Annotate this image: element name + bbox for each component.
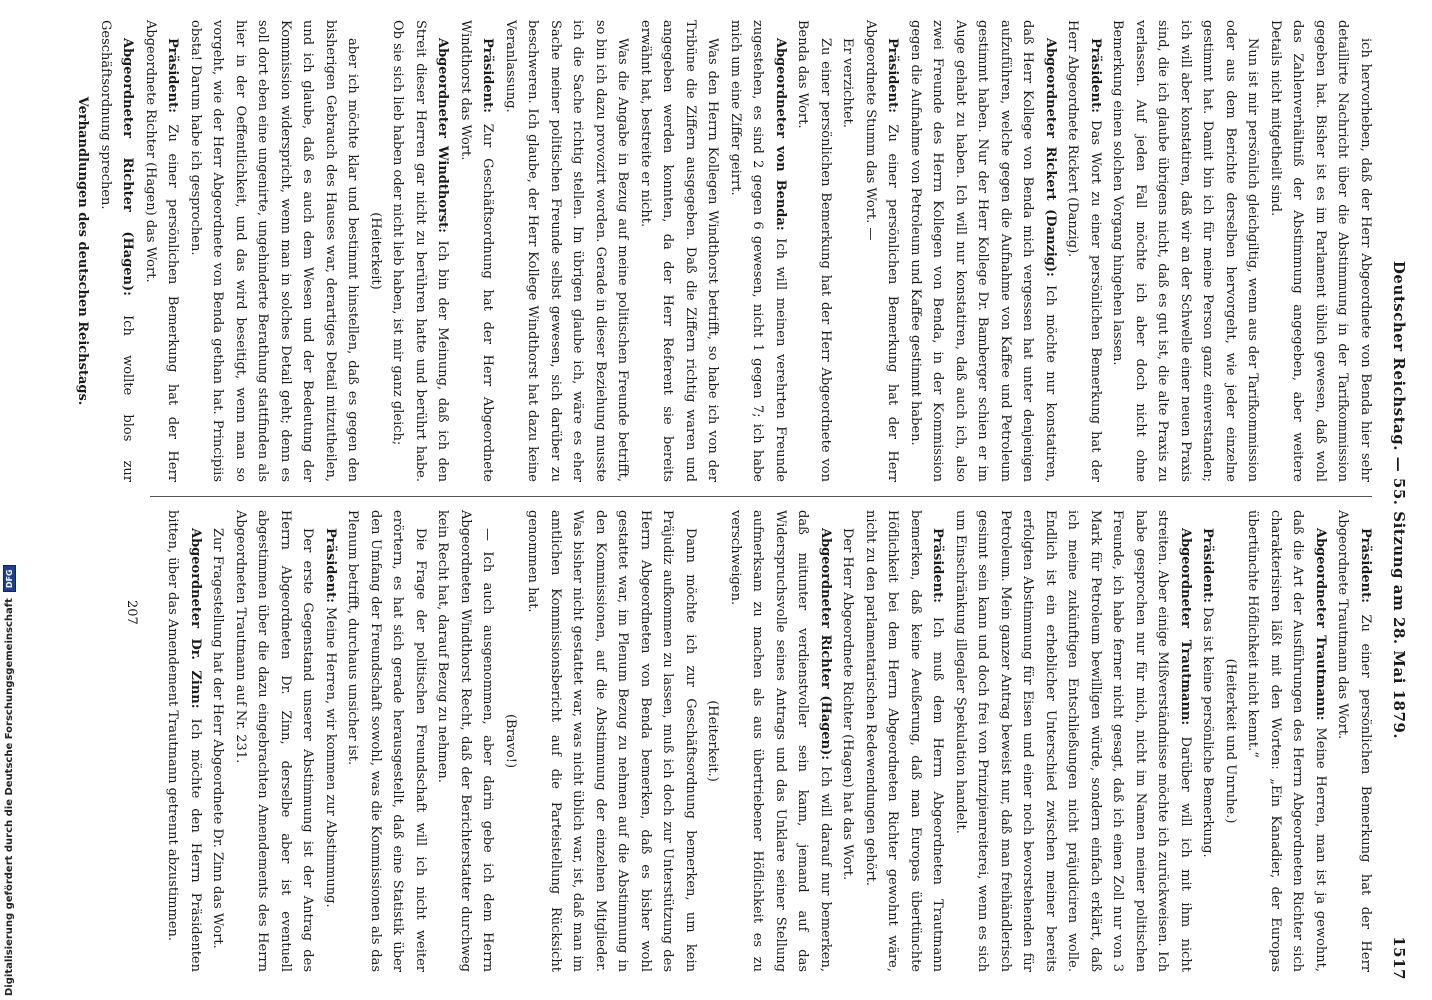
text-paragraph: Was den Herrn Kollegen Windthorst betrifft, so habe ich von der Tribüne die Ziffern ausgegeben. Daß die Ziffern richtig waren und angegeben werden konnten, da der Herr Referent sie bereits erwähnt hat, bestreite er nicht.	[638, 20, 721, 482]
text-paragraph: Was die Angabe in Bezug auf meine politischen Freunde betrifft, so bin ich dazu provozirt worden. Gerade in dieser Beziehung musste ich die Sache richtig stellen. Im übrigen glaube ich, wäre es eher Sache meiner politischen Freunde selbst gewesen, sich darüber zu beschweren. Ich glaube, der Herr Kollege Windthorst hat dazu keine Veranlassung.	[503, 20, 631, 482]
speech-paragraph	[161, 510, 206, 972]
speech-paragraph	[319, 510, 342, 972]
page-number: 1517	[1390, 936, 1408, 980]
speaker-name: Abgeordneter Richter (Hagen):	[818, 528, 833, 761]
speaker-name: Präsident:	[885, 38, 901, 113]
dfg-logo: DFG	[3, 565, 16, 592]
speech-text: Meine Herren, wir kommen zur Abstimmung.	[323, 602, 338, 908]
speaker-name: Präsident:	[930, 528, 946, 603]
speaker-name: Präsident:	[165, 38, 181, 113]
digitization-credit	[2, 569, 16, 996]
text-paragraph: — Ich auch ausgenommen, aber darin gebe ich dem Herrn Abgeordneten Windthorst Recht, daß der Berichterstatter durchweg kein Recht hat, darauf Bezug zu nehmen.	[435, 510, 496, 972]
speech-paragraph	[1196, 510, 1219, 972]
speech-paragraph	[1241, 510, 1331, 972]
speech-paragraph	[724, 510, 837, 972]
speaker-name: Abgeordneter Rickert (Danzig):	[1043, 38, 1058, 277]
speech-text: Das Wort zu einer persönlichen Bemerkung hat der Herr Abgeordnete Rickert (Danzig).	[1065, 20, 1103, 482]
footer-page-number: 207	[124, 600, 139, 625]
speaker-name: Präsident:	[1200, 528, 1216, 603]
speech-paragraph	[139, 20, 184, 482]
stage-direction: (Heiterkeit und Unruhe.)	[1223, 658, 1238, 824]
speech-paragraph	[454, 20, 499, 482]
speaker-name: Abgeordneter Trautmann:	[1178, 528, 1193, 726]
speech-paragraph	[904, 20, 1062, 482]
text-paragraph: Zu einer persönlichen Bemerkung hat der Herr Abgeordnete von Benda das Wort.	[795, 20, 833, 482]
speech-text: Darüber will ich mit ihm nicht streiten. Aber einige Mißverständnisse möchte ich zurückweisen. Ich habe gesprochen nur für mich, nicht im Namen meiner politischen Freunde, ich habe ferner nicht gesagt, daß ich einen Zoll nur von 3 Mark für Petroleum bewilligen würde, sondern einfach erklärt, daß ich meine zukünftigen Entschließungen nicht präjudiciren wolle. Endlich ist ein erheblicher Unterschied zwischen meiner bereits erfolgten Abstimmung für Eisen und einer noch bevorstehenden für Petroleum. Mein ganzer Antrag beweist nur, daß man freihändlerisch gesinnt sein kann und doch frei von Prinzipienreiterei, wenn es sich um Einschränkung illegaler Spekulation handelt.	[953, 510, 1193, 972]
text-paragraph: aber ich möchte klar und bestimmt hinstellen, daß es gegen den bisherigen Gebrauch des Hauses war, derartiges Detail mitzutheilen, und ich glaube, daß es auch dem Wesen und der Bedeutung der Kommission widerspricht, wenn man in solches Detail geht; denn es soll dort eben eine ungenirte, ungehinderte Berathung stattfinden als hier in der Oeffentlichkeit, und das wird beseitigt, wenn man so vorgeht, wie der Herr Abgeordnete von Benda gethan hat. Principiis obsta! Darum habe ich gesprochen.	[188, 20, 361, 482]
speech-paragraph	[949, 510, 1197, 972]
speech-text: Zu einer persönlichen Bemerkung hat der Herr Abgeordnete Trautmann das Wort.	[1335, 510, 1373, 972]
stage-direction: (Bravo!)	[503, 713, 518, 769]
text-paragraph: Er verzichtet.	[840, 38, 856, 129]
column-divider	[150, 496, 1372, 497]
speech-paragraph	[859, 20, 904, 482]
speaker-name: Abgeordneter Trautmann:	[1313, 528, 1328, 721]
speaker-name: Abgeordneter von Benda:	[773, 38, 788, 231]
text-paragraph: Die Frage der politischen Freundschaft will ich nicht weiter erörtern, es hat sich gerade herausgestellt, daß eine Statistik über den Umfang der Freundschaft sowohl, was die Kommissionen als das Plenum betrifft, durchaus unsicher ist.	[345, 510, 428, 972]
page-header	[1384, 20, 1410, 980]
speech-paragraph	[94, 20, 139, 482]
speech-text: Ich möchte nur konstatiren, daß Herr Kollege von Benda mich vergessen hat unter denjenigen aufzuführen, welche gegen die Aufnahme von Kaffee und Petroleum gestimmt haben. Nur der Herr Kollege Dr. Bamberger schien er im Auge gehabt zu haben. Ich will nur konstatiren, daß auch ich, also zwei Freunde des Herrn Kollegen von Benda, in der Kommission gegen die Aufnahme von Petroleum und Kaffee gestimmt haben.	[908, 20, 1058, 482]
rotated-page-content	[75, 10, 1410, 990]
speaker-name: Abgeordneter Windthorst:	[435, 38, 451, 233]
speaker-name: Präsident:	[480, 38, 496, 113]
speech-text: Zu einer persönlichen Bemerkung hat der Herr Abgeordnete Stumm das Wort. —	[863, 20, 901, 482]
speech-text: Ich will meinen verehrten Freunde zugestehen, es sind 2 gegen 6 gewesen, nicht 1 gegen 7; ich habe mich um eine Ziffer geirrt.	[728, 20, 788, 482]
speech-paragraph	[1061, 20, 1106, 482]
speech-paragraph	[386, 20, 454, 482]
speaker-name: Präsident:	[1088, 38, 1103, 113]
speech-text: Ich will darauf nur bemerken, daß mitunter verdienstvoller sein kann, jemand auf das Widerspruchsvolle seines Antrags und das Unklare seiner Stellung aufmerksam zu machen als aus übertriebener Höflichkeit es zu verschweigen.	[728, 510, 833, 972]
speech-text: Ich muß dem Herrn Abgeordneten Trautmann bemerken, daß keine Aeußerung, daß man Europas übertünchte Höflichkeit bei dem Herrn Abgeordneten Richter gewohnt wäre, nicht zu den parlamentarischen Redewendungen gehört.	[863, 510, 946, 972]
text-paragraph: Der Herr Abgeordnete Richter (Hagen) hat das Wort.	[840, 528, 856, 881]
speech-text: Zur Geschäftsordnung hat der Herr Abgeordnete Windthorst das Wort.	[458, 20, 496, 482]
speech-paragraph	[859, 510, 949, 972]
speech-paragraph	[1331, 510, 1376, 972]
stage-direction: (Heiterkeit.)	[705, 700, 721, 782]
text-paragraph: ich hervorheben, daß der Herr Abgeordnete von Benda hier sehr detaillirte Nachricht über die Abstimmung in der Tarifkommission gegeben hat. Bisher ist es im Parlament üblich gewesen, daß wohl das Zahlenverhältniß der Abstimmung angegeben, aber weitere Details nicht mitgetheilt sind.	[1268, 20, 1373, 482]
right-column	[120, 510, 1376, 972]
speech-text: Zu einer persönlichen Bemerkung hat der Herr Abgeordnete Richter (Hagen) das Wort.	[143, 20, 181, 482]
speech-text: Ich bin der Meinung, daß ich den Streit dieser Herren gar nicht zu berühren hatte und berührt habe. Ob sie sich lieb haben oder nicht lieb haben, ist mir ganz gleich;	[390, 20, 451, 482]
speaker-name: Abgeordneter Richter (Hagen):	[120, 38, 136, 296]
speaker-name: Präsident:	[1358, 528, 1373, 603]
text-paragraph: Nun ist mir persönlich gleichgiltig, wenn aus der Tarifkommission oder aus dem Berichte derselben hervorgeht, wie jeder einzelne gestimmt hat. Damit bin ich für meine Person ganz einverstanden; ich will aber konstatiren, daß wir an der Schwelle einer neuen Praxis sind, die ich glaube übrigens nicht, daß es gut ist, die alte Praxis zu verlassen. Auf jeden Fall möchte ich aber doch nicht ohne Bemerkung einen solchen Vorgang hingehen lassen.	[1110, 20, 1261, 482]
speech-text: Meine Herren, man ist ja gewohnt, daß die Art der Ausführungen des Herrn Abgeordneten Richter sich charakterisiren läßt mit den Worten: „Ein Kanadier, der Europas übertünchte Höflichkeit nicht kennt.“	[1245, 510, 1328, 972]
stage-direction: (Heiterkeit)	[368, 212, 383, 290]
text-paragraph: Der erste Gegenstand unserer Abstimmung ist der Antrag des Herrn Abgeordneten Dr. Zinn, derselbe aber ist eventuell abgestimmen über die dazu eingebrachten Amendements des Herrn Abgeordneten Trautmann auf Nr. 231.	[233, 510, 316, 972]
speech-text: Das ist keine persönliche Bemerkung.	[1200, 602, 1216, 858]
header-title: Deutscher Reichstag. — 55. Sitzung am 28. Mai 1879.	[1390, 260, 1408, 740]
text-paragraph: Zur Fragestellung hat der Herr Abgeordnete Dr. Zinn das Wort.	[210, 528, 226, 949]
speaker-name: Präsident:	[323, 528, 338, 603]
speech-text: Ich möchte den Herrn Präsidenten bitten, über das Amendement Trautmann getrennt abzustimmen.	[165, 510, 203, 972]
credit-text: Digitalisierung gefördert durch die Deutsche Forschungsgemeinschaft	[3, 598, 15, 996]
speaker-name: Abgeordneter Dr. Zinn:	[188, 528, 203, 709]
text-paragraph: Dann möchte ich zur Geschäftsordnung bemerken, um kein Präjudiz aufkommen zu lassen, muß ich doch zur Unterstützung des Herrn Abgeordneten von Benda bemerken, daß es bisher wohl gestattet war, im Plenum Bezug zu nehmen auf die Abstimmung in den Kommissionen, auf die Abstimmung der einzelnen Mitglieder. Was bisher nicht gestattet war, was nicht üblich war, ist, daß man im amtlichen Kommissionsbericht auf die Parteistellung Rücksicht genommen hat.	[525, 510, 698, 972]
column-footer: Verhandlungen des deutschen Reichstags.	[75, 96, 91, 406]
speech-paragraph	[724, 20, 792, 482]
speech-text: Ich wollte blos zur Geschäftsordnung sprechen.	[98, 20, 136, 483]
left-column	[75, 20, 1376, 483]
